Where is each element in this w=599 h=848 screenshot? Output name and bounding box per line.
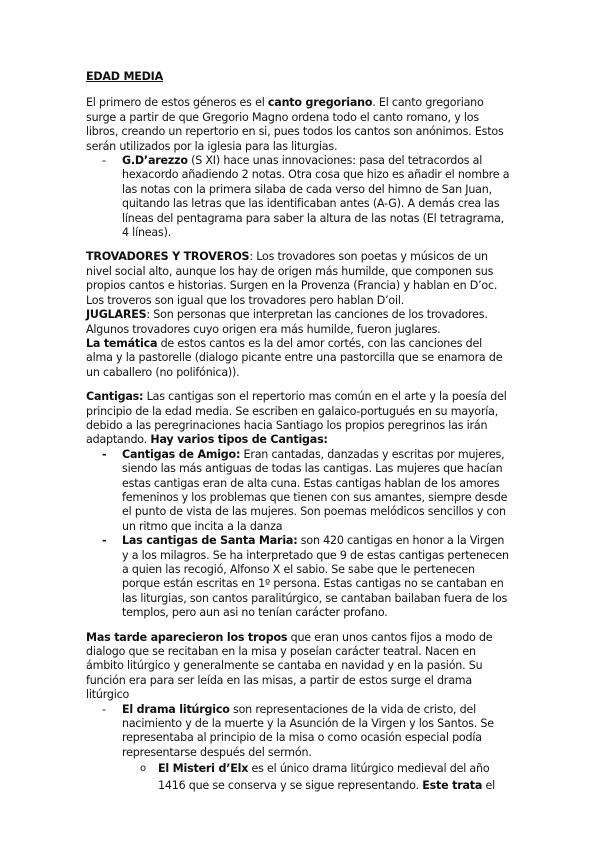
list-item bbox=[86, 154, 510, 240]
trovadores-bold: TROVADORES Y TROVEROS bbox=[86, 250, 250, 264]
list-item bbox=[86, 703, 510, 795]
arezzo-list bbox=[86, 154, 510, 240]
arezzo-text: (S XI) hace unas innovaciones: pasa del tetracordos al hexacordo añadiendo 2 notas. Otra cosa que hizo es añadir el nombre a las notas con la primera silaba de cada verso del himno de San Juan, quitando las letras que las identificaban antes (A-G). A demás crea las líneas del pentagrama para saber la altura de las notas (El tetragrama, 4 líneas). bbox=[122, 154, 510, 240]
cantigas-bold: Cantigas: bbox=[86, 390, 144, 404]
misteri-bold: El Misteri d’Elx bbox=[158, 762, 249, 776]
tematica-paragraph bbox=[86, 337, 510, 380]
dash-marker: - bbox=[102, 447, 107, 461]
cantigas-list bbox=[86, 448, 510, 621]
dash-marker: - bbox=[102, 154, 106, 168]
misteri-bold-2: Este trata bbox=[422, 779, 483, 793]
intro-text-2: . El canto gregoriano surge a partir de que Gregorio Magno ordena todo el canto romano, y los libros, creando un repertorio en si, pues todos los cantos son anónimos. Estos serán utilizados por la iglesia para las liturgias. bbox=[86, 96, 504, 153]
amigo-bold: Cantigas de Amigo: bbox=[122, 447, 241, 461]
misteri-list bbox=[122, 760, 510, 794]
document-body bbox=[86, 70, 510, 794]
tropos-paragraph bbox=[86, 631, 510, 703]
dash-marker: - bbox=[102, 702, 106, 716]
dash-marker: - bbox=[102, 534, 107, 548]
misteri-text: es el único drama litúrgico medieval del año 1416 que se conserva y se sigue representando. bbox=[158, 762, 490, 793]
intro-bold: canto gregoriano bbox=[267, 96, 373, 110]
intro-paragraph bbox=[86, 96, 510, 154]
drama-text: son representaciones de la vida de cristo, del nacimiento y de la muerte y la Asunción de la Virgen y los Santos. Se representaba al principio de la misa o como ocasión especial podía representarse después del sermón. bbox=[122, 702, 494, 759]
tropos-bold: Mas tarde aparecieron los tropos bbox=[86, 630, 288, 644]
trovadores-paragraph bbox=[86, 250, 510, 308]
drama-bold: El drama litúrgico bbox=[122, 702, 230, 716]
list-item bbox=[122, 760, 510, 794]
tematica-bold: La temática bbox=[86, 336, 158, 350]
juglares-bold: JUGLARES bbox=[86, 308, 147, 322]
list-item bbox=[86, 448, 510, 534]
tematica-text: de estos cantos es la del amor cortés, con las canciones del alma y la pastorelle (dialogo picante entre una pastorcilla que se enamora de un caballero (no polifónica)). bbox=[86, 336, 503, 379]
arezzo-bold: G.D’arezzo bbox=[122, 154, 188, 168]
tropos-text: que eran unos cantos fijos a modo de dialogo que se recitaban en la misa y poseían carácter teatral. Nacen en ámbito litúrgico y generalmente se cantaba en navidad y en la pasión. Su función era para ser leída en las misas, a partir de estos surge el drama litúrgico bbox=[86, 630, 493, 702]
page-title: EDAD MEDIA bbox=[86, 70, 163, 83]
misteri-text-2: el bbox=[482, 779, 495, 793]
amigo-text: Eran cantadas, danzadas y escritas por mujeres, siendo las más antiguas de todas las cantigas. Las mujeres que hacían estas cantigas eran de alta cuna. Estas cantigas hablan de los amores femeninos y los problemas que tienen con sus amantes, siempre desde el punto de vista de las mujeres. Son poemas melódicos sencillos y con un ritmo que incita a la danza bbox=[122, 447, 508, 533]
circle-marker: o bbox=[140, 763, 146, 775]
juglares-paragraph bbox=[86, 308, 510, 337]
cantigas-text: Las cantigas son el repertorio mas común en el arte y la poesía del principio de la edad media. Se escriben en galaico-portugués en su mayoría, debido a las peregrinaciones hacia Santiago los propios peregrinos las irán adaptando. bbox=[86, 390, 507, 447]
cantigas-paragraph bbox=[86, 390, 510, 448]
santa-maria-bold: Las cantigas de Santa Maria: bbox=[122, 534, 298, 548]
santa-maria-text: son 420 cantigas en honor a la Virgen y a los milagros. Se ha interpretado que 9 de estas cantigas pertenecen a quien las recogió, Alfonso X el sabio. Se sabe que le pertenecen porque están escritas en 1º persona. Estas cantigas no se cantaban en las liturgias, son cantos paralitúrgico, se cantaban bailaban fuera de los templos, pero aun asi no tenían carácter profano. bbox=[122, 534, 509, 620]
cantigas-bold-2: Hay varios tipos de Cantigas: bbox=[150, 433, 328, 447]
intro-text-1: El primero de estos géneros es el bbox=[86, 96, 268, 110]
trovadores-text: : Los trovadores son poetas y músicos de un nivel social alto, aunque los hay de origen más humilde, que componen sus propios cantos e historias. Surgen en la Provenza (Francia) y hablan en D’oc. Los troveros son igual que los trovadores pero hablan D’oil. bbox=[86, 250, 498, 307]
juglares-text: : Son personas que interpretan las canciones de los trovadores. Algunos trovadores cuyo origen era más humilde, fueron juglares. bbox=[86, 308, 488, 336]
drama-list bbox=[86, 703, 510, 795]
list-item bbox=[86, 534, 510, 620]
